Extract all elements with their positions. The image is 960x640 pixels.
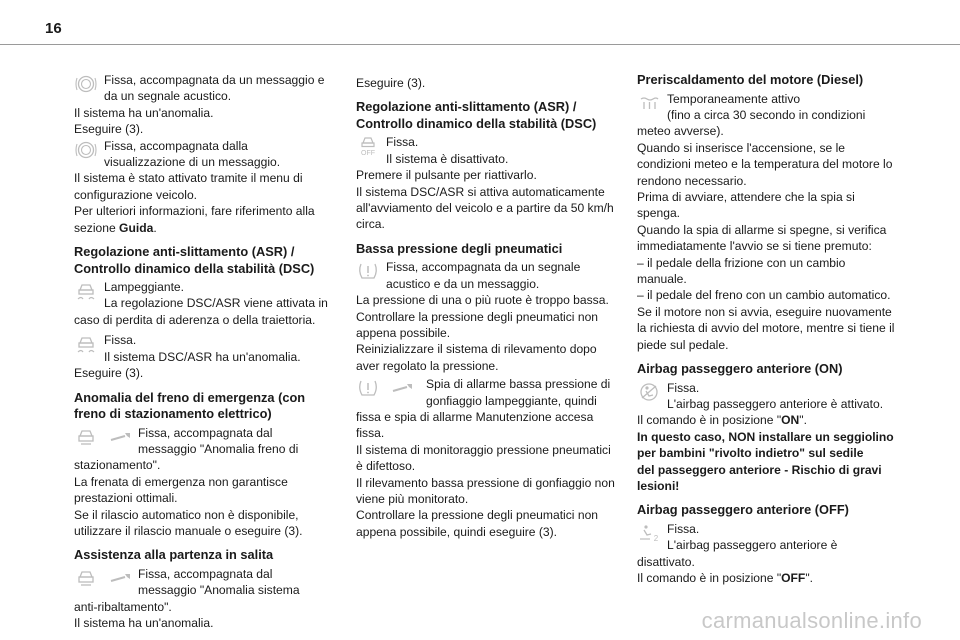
page-number: 16 xyxy=(45,20,62,37)
section-heading: Airbag passeggero anteriore (ON) xyxy=(637,361,843,376)
section-airbag-on: Airbag passeggero anteriore (ON) Fissa. L'airbag passeggero anteriore è attivato. Il comando è in posizione "ON". In questo caso, NON installare un seggiolino per bambini "rivolto indietro" sul sedile del passeggero anteriore - Rischio di gravi lesioni! xyxy=(637,361,905,494)
section-heading: Anomalia del freno di emergenza (con freno di stazionamento elettrico) xyxy=(74,389,306,421)
section-airbag-off: Airbag passeggero anteriore (OFF) 2 Fissa. L'airbag passeggero anteriore è disattivato. Il comando è in posizione "OFF". xyxy=(637,502,905,586)
svg-text:2: 2 xyxy=(653,533,659,543)
section-heading: Preriscaldamento del motore (Diesel) xyxy=(637,72,864,87)
car-fault-icon xyxy=(74,427,98,447)
section-heading: Airbag passeggero anteriore (OFF) xyxy=(637,502,849,518)
skid-car-icon xyxy=(74,281,98,301)
header-rule xyxy=(0,44,960,45)
column-3 xyxy=(637,72,905,594)
info-block: Fissa, accompagnata dalla visualizzazione di un messaggio. Il sistema è stato attivato tramite il menu di configurazione veicolo. Per ulteriori informazioni, fare riferimento alla sezione Guida. xyxy=(74,138,315,235)
fault-warning-icon xyxy=(74,74,98,94)
fault-warning-icon xyxy=(74,140,98,160)
wrench-icon xyxy=(108,568,132,588)
section-emergency-brake: Anomalia del freno di emergenza (con freno di stazionamento elettrico) Fissa, accompagnata dal messaggio "Anomalia freno di stazionamento". La frenata di emergenza non garantisce prestazioni ottimali. Se il rilascio automatico non è disponibile, utilizzare il rilascio manuale o eseguire (3). xyxy=(74,390,342,540)
airbag-off-icon xyxy=(637,523,661,543)
glow-plug-icon xyxy=(637,93,661,113)
car-fault-icon xyxy=(74,568,98,588)
column-1 xyxy=(74,72,342,639)
skid-off-icon xyxy=(356,136,380,156)
skid-car-icon xyxy=(74,334,98,354)
section-heading: Bassa pressione degli pneumatici xyxy=(356,240,563,256)
section-heading: Regolazione anti-slittamento (ASR) / Controllo dinamico della stabilità (DSC) xyxy=(356,99,597,131)
section-preheating: Preriscaldamento del motore (Diesel) Temporaneamente attivo (fino a circa 30 secondo in condizioni meteo avverse). Quando si inserisce l'accensione, se le condizioni meteo e la temperatura del motore lo rendono necessario. Prima di avviare, attendere che la spia si spenga. Quando la spia di allarme si spegne, si verifica immediatamente l'avvio se si tiene premuto: – il pedale della frizione con un cambio manuale. – il pedale del freno con un cambio automatico. Se il motore non si avvia, eseguire nuovamente la richiesta di avvio del motore, mentre si tiene il piede sul pedale. xyxy=(637,72,905,353)
wrench-icon xyxy=(108,427,132,447)
section-asr-dsc: Regolazione anti-slittamento (ASR) / Controllo dinamico della stabilità (DSC) Lampeggiante. La regolazione DSC/ASR viene attivata in caso di perdita di aderenza o della traiettoria. Fissa. Il sistema DSC/ASR ha un'anomalia. Eseguire (3). xyxy=(74,244,342,381)
warning-block: Fissa, accompagnata da un messaggio e da un segnale acustico. Il sistema ha un'anomalia. Eseguire (3). xyxy=(74,73,325,137)
section-heading: Regolazione anti-slittamento (ASR) / Controllo dinamico della stabilità (DSC) xyxy=(74,244,315,276)
section-hill-start: Assistenza alla partenza in salita Fissa, accompagnata dal messaggio "Anomalia sistema anti-ribaltamento". Il sistema ha un'anomalia. xyxy=(74,547,342,631)
watermark: carmanualsonline.info xyxy=(701,608,922,633)
section-heading: Assistenza alla partenza in salita xyxy=(74,547,274,563)
section-tyre-pressure: Bassa pressione degli pneumatici Fissa, accompagnata da un segnale acustico e da un messaggio. La pressione di una o più ruote è troppo bassa. Controllare la pressione degli pneumatici non appena possibile. Reinizializzare il sistema di rilevamento dopo aver regolato la pressione. Spia di allarme bassa pressione di gonfiaggio lampeggiante, quindi fissa e spia di allarme Manutenzione accesa fissa. Il sistema di monitoraggio pressione pneumatici è difettoso. Il rilevamento bassa pressione di gonfiaggio non viene più monitorato. Controllare la pressione degli pneumatici non appena possibile, quindi eseguire (3). xyxy=(356,241,624,540)
column-2: Eseguire (3). Regolazione anti-slittamento (ASR) / Controllo dinamico della stabilità (DSC) OFF Fissa. Il sistema è disattivato. Premere il pulsante per riattivarlo. Il sistema DSC/ASR si attiva automaticamente all'avviamento del veicolo e a partire da 50 km/h circa. Bassa pressione degli pneumatici Fissa, accompagnata da un segnale acustico e da un messaggio. La pressione di una o più ruote è troppo bassa. Controllare la pressione degli pneumatici non appena possibile. Reinizializzare il sistema di rilevamento dopo aver regolato la pressione. Spia di allarme bassa pressione di gonfiaggio lampeggiante, quindi fissa e spia di allarme Manutenzione accesa fissa. Il sistema di monitoraggio pressione pneumatici è difettoso. Il rilevamento bassa pressione di gonfiaggio non viene più monitorato. Controllare la pressione degli pneumatici non appena possibile, quindi eseguire (3). xyxy=(356,72,624,548)
airbag-on-icon xyxy=(637,382,661,402)
section-asr-dsc-off: Regolazione anti-slittamento (ASR) / Controllo dinamico della stabilità (DSC) OFF Fissa. Il sistema è disattivato. Premere il pulsante per riattivarlo. Il sistema DSC/ASR si attiva automaticamente all'avviamento del veicolo e a partire da 50 km/h circa. xyxy=(356,99,624,232)
wrench-icon xyxy=(390,378,414,398)
tyre-pressure-icon xyxy=(356,261,380,281)
tyre-pressure-icon xyxy=(356,378,380,398)
svg-text:OFF: OFF xyxy=(361,150,375,157)
